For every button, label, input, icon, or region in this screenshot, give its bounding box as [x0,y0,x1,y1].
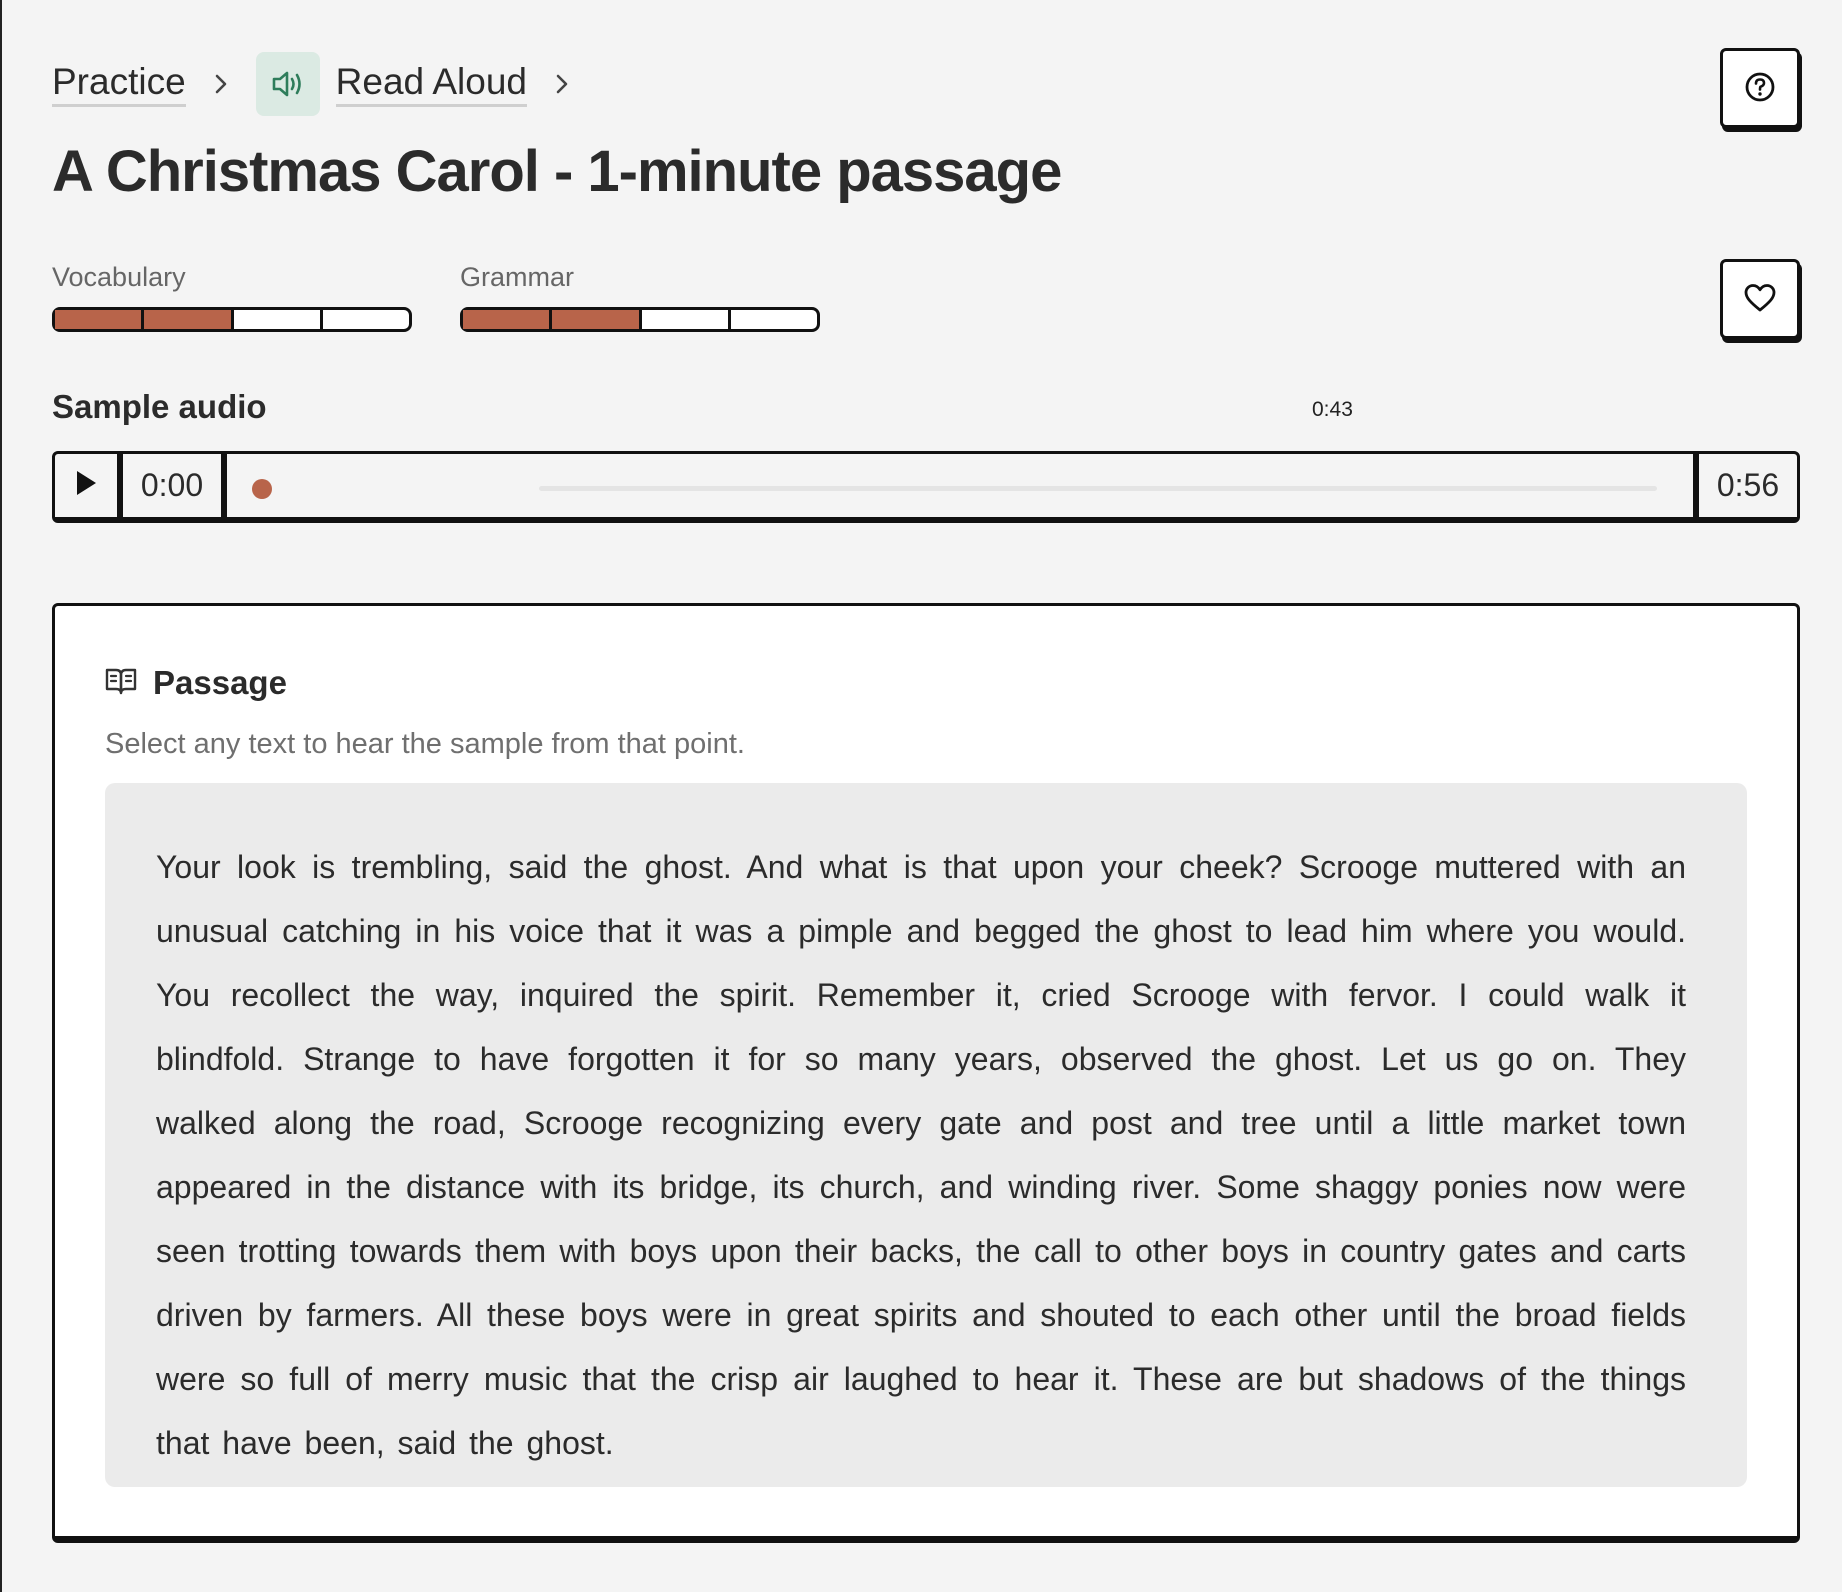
play-icon [75,470,97,501]
grammar-level-segment [552,310,641,329]
vocabulary-level-segment [55,310,144,329]
current-time: 0:00 [123,454,227,517]
passage-card [52,603,1800,1543]
grammar-level-segment [463,310,552,329]
play-button[interactable] [55,454,123,517]
audio-seek-bar[interactable] [227,454,1693,517]
passage-instruction: Select any text to hear the sample from that point. [105,728,745,760]
vocabulary-level-segment [323,310,409,329]
passage-text[interactable]: Your look is trembling, said the ghost. And what is that upon your cheek? Scrooge muttered with an unusual catching in his voice that it was a pimple and begged the ghost to lead him where you would. You recollect the way, inquired the spirit. Remember it, cried Scrooge with fervor. I could walk it blindfold. Strange to have forgotten it for so many years, observed the ghost. Let us go on. They walked along the road, Scrooge recognizing every gate and post and tree until a little market town appeared in the distance with its bridge, its church, and winding river. Some shaggy ponies now were seen trotting towards them with boys upon their backs, the call to other boys in country gates and carts driven by farmers. All these boys were in great spirits and shouted to each other until the broad fields were so full of merry music that the crisp air laughed to hear it. These are but shadows of the things that have been, said the ghost. [156,849,1686,1461]
favorite-button[interactable] [1720,259,1800,339]
book-open-icon [105,666,137,701]
seek-hover-time: 0:43 [1312,398,1353,421]
grammar-label: Grammar [460,262,574,292]
passage-header [105,664,287,702]
breadcrumb [52,52,597,116]
passage-box [105,783,1747,1487]
chevron-right-icon [186,64,256,104]
grammar-level-segment [642,310,731,329]
vocabulary-label: Vocabulary [52,262,186,292]
audio-seek-rail [539,486,1657,491]
vocabulary-level-segment [144,310,233,329]
grammar-level-bar [460,307,820,332]
sample-audio-label: Sample audio [52,388,267,425]
audio-seek-handle[interactable] [252,479,272,499]
heart-icon [1743,282,1777,317]
breadcrumb-practice-link[interactable]: Practice [52,61,186,108]
passage-heading: Passage [153,664,287,701]
vocabulary-level [52,262,414,332]
chevron-right-icon [527,64,597,104]
duration: 0:56 [1693,454,1797,517]
help-button[interactable] [1720,48,1800,128]
page-title: A Christmas Carol - 1-minute passage [52,139,1062,204]
breadcrumb-read-aloud-link[interactable]: Read Aloud [336,61,527,108]
audio-player [52,451,1800,523]
vocabulary-level-segment [234,310,323,329]
help-circle-icon [1743,70,1777,107]
grammar-level-segment [731,310,817,329]
speaker-icon [256,52,320,116]
grammar-level [460,262,822,332]
vocabulary-level-bar [52,307,412,332]
